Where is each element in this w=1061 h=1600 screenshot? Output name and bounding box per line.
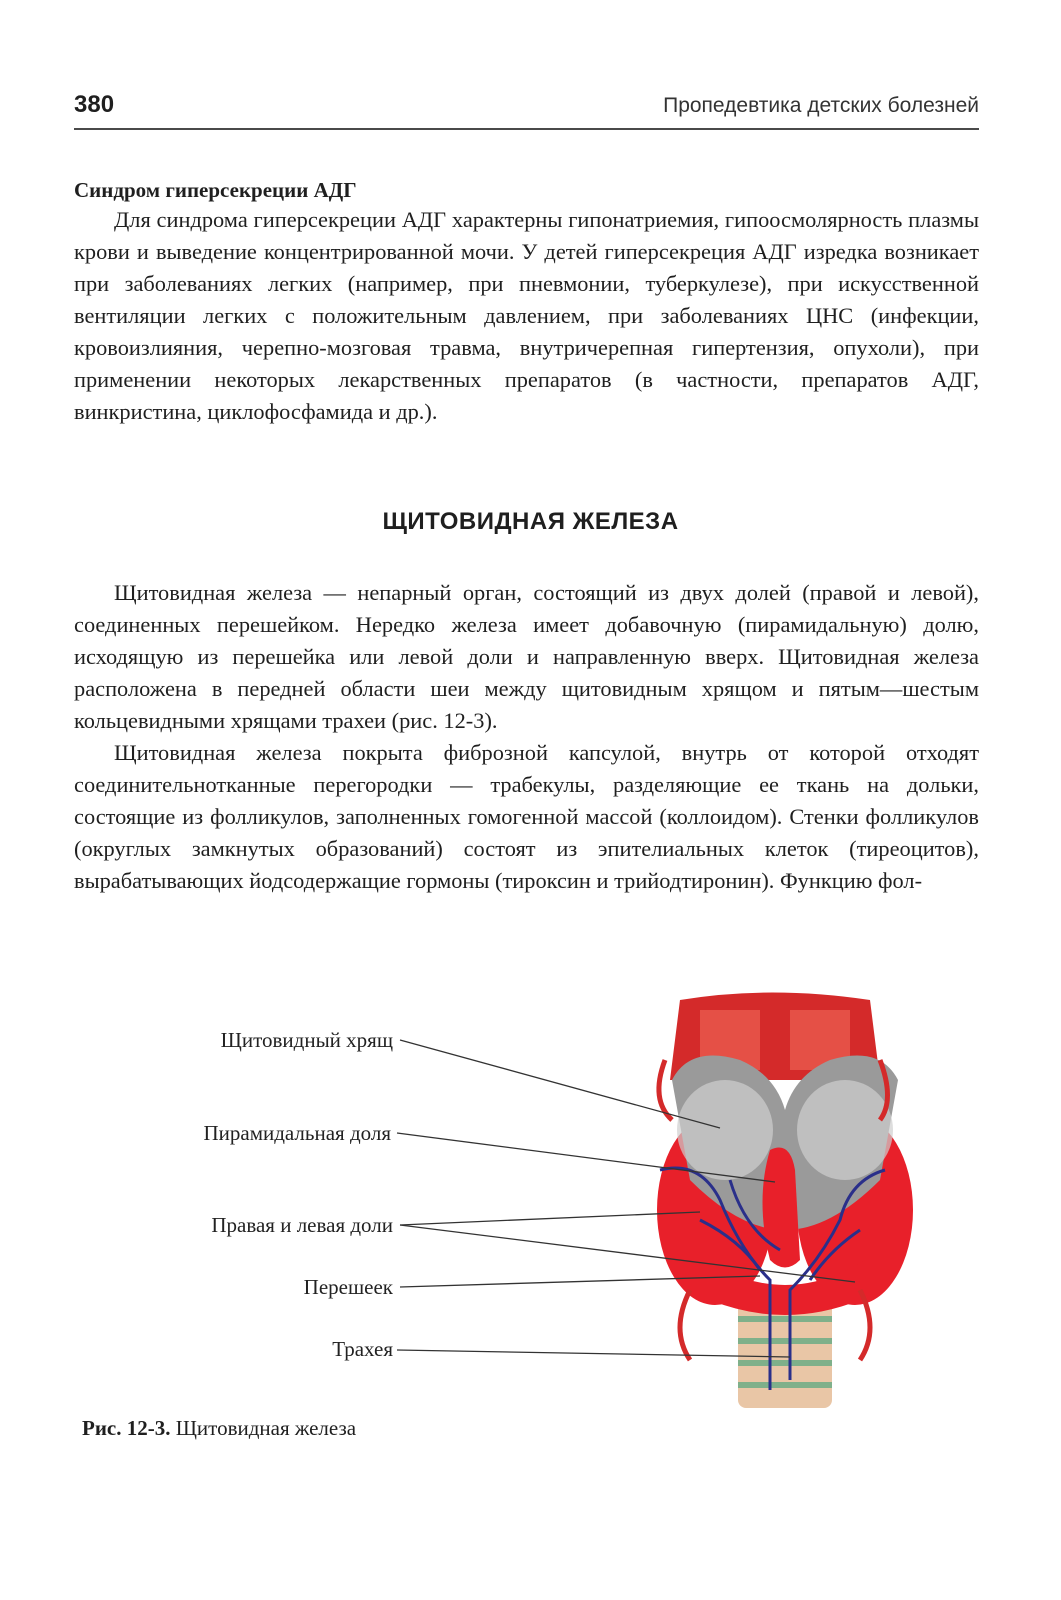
label-lobes: Правая и левая доли bbox=[211, 1213, 393, 1237]
section-title: ЩИТОВИДНАЯ ЖЕЛЕЗА bbox=[382, 508, 679, 535]
thyroid-paragraph-2: Щитовидная железа покрыта фиброзной капсулой, внутрь от которой отходят соединительнотканные перегородки — трабекулы, разделяющие ее ткань на дольки, состоящие из фолликулов, заполненных гомогенной массой (коллоидом). Стенки фолликулов (округлых замкнутых образований) состоят из эпителиальных клеток (тиреоцитов), вырабатывающих йодсодержащие гормоны (тироксин и трийодтиронин). Функцию фол- bbox=[74, 740, 979, 893]
label-trachea: Трахея bbox=[332, 1337, 393, 1361]
label-isthmus: Перешеек bbox=[303, 1275, 393, 1299]
trachea-shape bbox=[738, 1300, 832, 1408]
caption-number: Рис. 12-3. bbox=[82, 1416, 171, 1440]
adh-heading: Синдром гиперсекреции АДГ bbox=[74, 178, 357, 202]
adh-paragraph: Для синдрома гиперсекреции АДГ характерны гипонатриемия, гипоосмолярность плазмы крови и выведение концентрированной мочи. У детей гиперсекреция АДГ изредка возникает при заболеваниях легких (например, при пневмонии, туберкулезе), при искусственной вентиляции легких с положительным давлением, при заболеваниях ЦНС (инфекции, кровоизлияния, черепно-мозговая травма, внутричерепная гипертензия, опухоли), при применении некоторых лекарственных препаратов (в частности, препаратов АДГ, винкристина, циклофосфамида и др.). bbox=[74, 207, 979, 424]
caption-text: Щитовидная железа bbox=[170, 1416, 357, 1440]
thyroid-paragraph-1: Щитовидная железа — непарный орган, состоящий из двух долей (правой и левой), соединенных перешейком. Нередко железа имеет добавочную (пирамидальную) долю, исходящую из перешейка или левой доли и направленную вверх. Щитовидная железа расположена в передней области шеи между щитовидным хрящом и пятым—шестым кольцевидными хрящами трахеи (рис. 12-3). bbox=[74, 580, 979, 733]
label-pyramidal-lobe: Пирамидальная доля bbox=[203, 1121, 391, 1145]
label-thyroid-cartilage: Щитовидный хрящ bbox=[220, 1028, 393, 1052]
page-number: 380 bbox=[74, 91, 115, 118]
figure-caption bbox=[82, 1414, 356, 1442]
running-title: Пропедевтика детских болезней bbox=[663, 94, 979, 117]
